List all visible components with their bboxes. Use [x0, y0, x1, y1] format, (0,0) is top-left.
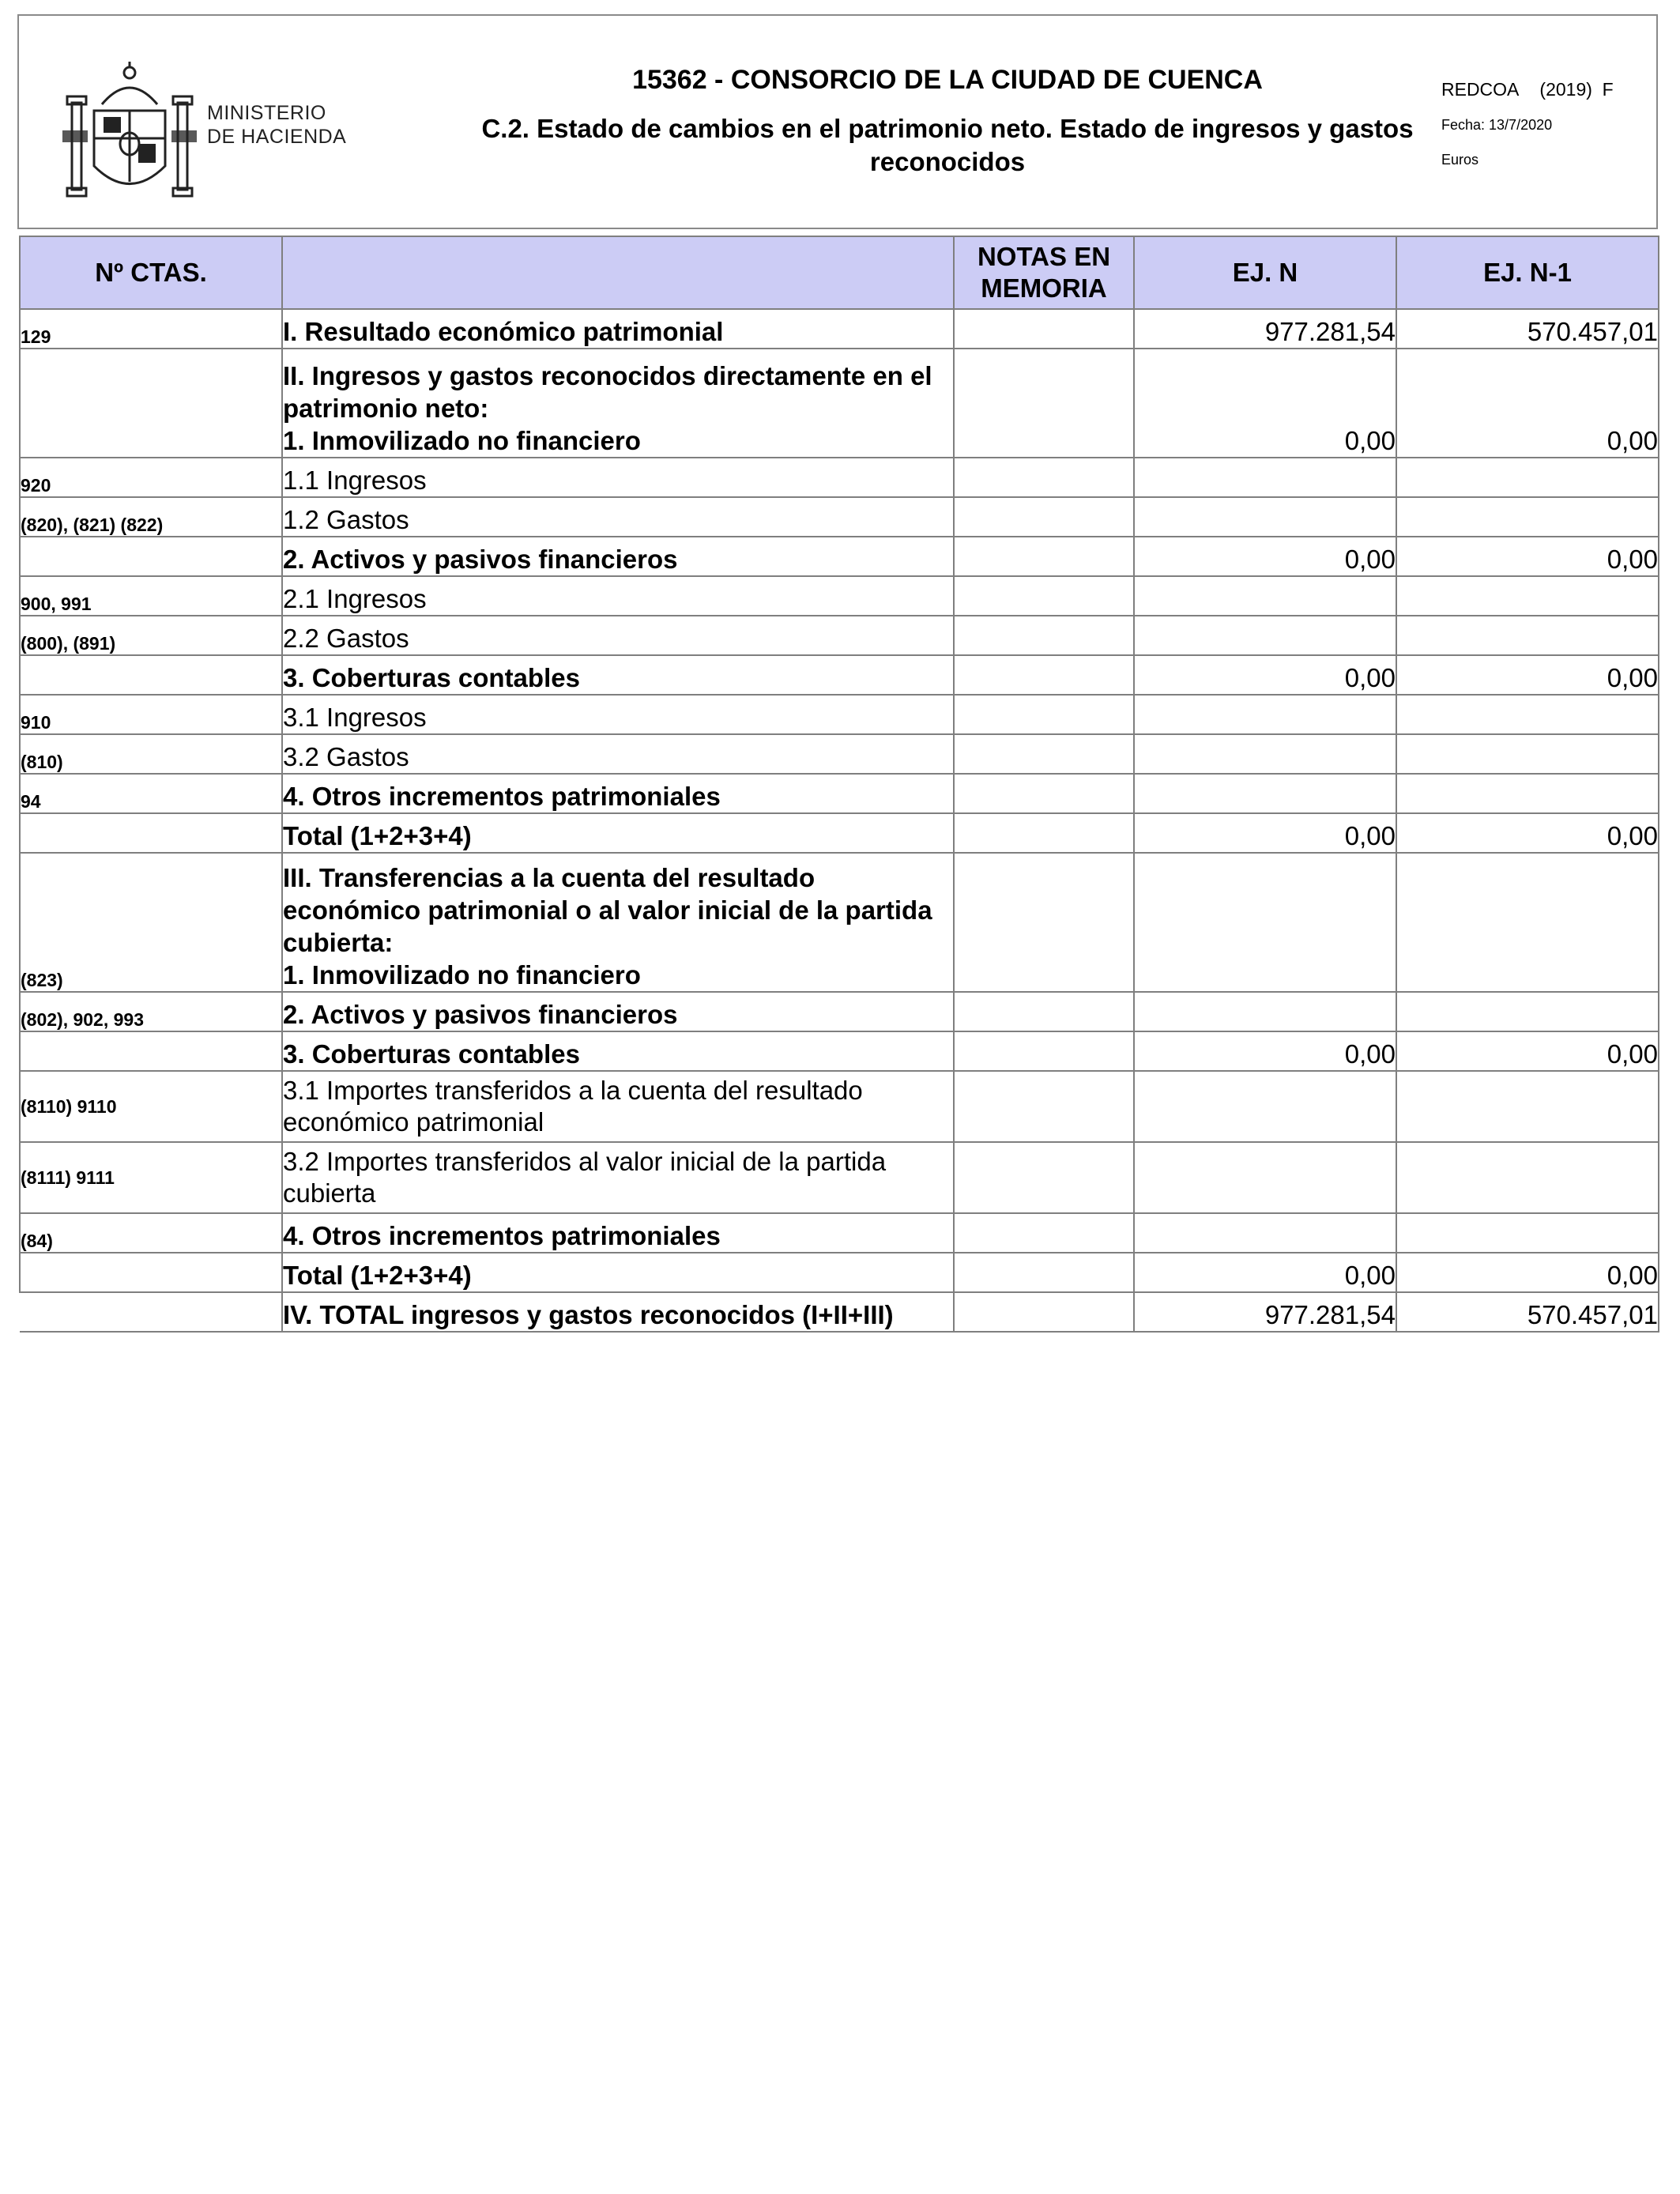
- notes-cell: [954, 349, 1134, 458]
- concept-cell: 1.2 Gastos: [282, 497, 954, 537]
- value-ej-n1: 0,00: [1396, 1253, 1659, 1292]
- notes-cell: [954, 655, 1134, 695]
- concept-cell: I. Resultado económico patrimonial: [282, 309, 954, 349]
- table-row: [20, 1213, 1659, 1253]
- account-codes: [20, 813, 282, 853]
- notes-cell: [954, 992, 1134, 1031]
- value-ej-n: [1134, 695, 1396, 734]
- value-ej-n1: 0,00: [1396, 349, 1659, 458]
- table-row: [20, 655, 1659, 695]
- col-header-notes: NOTAS EN MEMORIA: [954, 236, 1134, 309]
- value-ej-n1: 0,00: [1396, 537, 1659, 576]
- value-ej-n: 977.281,54: [1134, 309, 1396, 349]
- account-codes: (800), (891): [20, 616, 282, 655]
- notes-cell: [954, 458, 1134, 497]
- table-header-row: [20, 236, 1659, 309]
- value-ej-n: [1134, 616, 1396, 655]
- value-ej-n: [1134, 774, 1396, 813]
- table-row: [20, 1142, 1659, 1213]
- entity-title: 15362 - CONSORCIO DE LA CIUDAD DE CUENCA: [632, 65, 1263, 95]
- report-date: Fecha: 13/7/2020: [1441, 117, 1553, 133]
- value-ej-n1: [1396, 774, 1659, 813]
- concept-heading: II. Ingresos y gastos reconocidos directamente en el patrimonio neto:: [283, 361, 932, 423]
- notes-cell: [954, 813, 1134, 853]
- notes-cell: [954, 309, 1134, 349]
- concept-heading: III. Transferencias a la cuenta del resultado económico patrimonial o al valor inicial de la partida cubierta:: [283, 863, 932, 957]
- notes-cell: [954, 734, 1134, 774]
- value-ej-n1: [1396, 992, 1659, 1031]
- table-row: [20, 537, 1659, 576]
- notes-cell: [954, 576, 1134, 616]
- statement-title: C.2. Estado de cambios en el patrimonio neto. Estado de ingresos y gastos reconocidos: [481, 114, 1414, 176]
- account-codes: [20, 1253, 282, 1292]
- value-ej-n: [1134, 1142, 1396, 1213]
- account-codes: 900, 991: [20, 576, 282, 616]
- concept-cell: 2.1 Ingresos: [282, 576, 954, 616]
- col-header-concept: [282, 236, 954, 309]
- account-codes: (84): [20, 1213, 282, 1253]
- table-row: [20, 774, 1659, 813]
- value-ej-n: [1134, 1071, 1396, 1142]
- concept-cell: 3. Coberturas contables: [282, 655, 954, 695]
- concept-cell: [282, 349, 954, 458]
- table-row: [20, 813, 1659, 853]
- value-ej-n: 0,00: [1134, 1253, 1396, 1292]
- account-codes: (8111) 9111: [20, 1142, 282, 1213]
- notes-cell: [954, 1071, 1134, 1142]
- table-row: [20, 576, 1659, 616]
- value-ej-n1: [1396, 734, 1659, 774]
- concept-cell: 2.2 Gastos: [282, 616, 954, 655]
- account-codes: (802), 902, 993: [20, 992, 282, 1031]
- concept-cell: [282, 853, 954, 992]
- notes-cell: [954, 774, 1134, 813]
- concept-cell: 2. Activos y pasivos financieros: [282, 992, 954, 1031]
- notes-cell: [954, 1031, 1134, 1071]
- table-row: [20, 1253, 1659, 1292]
- report-year: (2019): [1539, 79, 1592, 100]
- table-row: [20, 1031, 1659, 1071]
- ministry-line-2: DE HACIENDA: [207, 126, 347, 148]
- concept-cell: IV. TOTAL ingresos y gastos reconocidos (I+II+III): [282, 1292, 954, 1332]
- value-ej-n1: 0,00: [1396, 1031, 1659, 1071]
- value-ej-n1: [1396, 695, 1659, 734]
- value-ej-n: [1134, 853, 1396, 992]
- value-ej-n: [1134, 992, 1396, 1031]
- concept-cell: 3.1 Ingresos: [282, 695, 954, 734]
- value-ej-n: [1134, 576, 1396, 616]
- table-row: [20, 695, 1659, 734]
- table-row: [20, 497, 1659, 537]
- concept-subitem: 1. Inmovilizado no financiero: [283, 426, 641, 455]
- report-code: [1441, 79, 1614, 100]
- concept-cell: 3.2 Importes transferidos al valor inicial de la partida cubierta: [282, 1142, 954, 1213]
- account-codes: (823): [20, 853, 282, 992]
- value-ej-n1: 570.457,01: [1396, 309, 1659, 349]
- ministry-line-1: MINISTERIO: [207, 102, 326, 124]
- account-codes: 910: [20, 695, 282, 734]
- value-ej-n: [1134, 1213, 1396, 1253]
- value-ej-n1: [1396, 1071, 1659, 1142]
- value-ej-n: [1134, 458, 1396, 497]
- table-row: [20, 458, 1659, 497]
- col-header-ej-n: EJ. N: [1134, 236, 1396, 309]
- notes-cell: [954, 497, 1134, 537]
- value-ej-n: 0,00: [1134, 1031, 1396, 1071]
- table-row: [20, 1292, 1659, 1332]
- concept-cell: 4. Otros incrementos patrimoniales: [282, 774, 954, 813]
- concept-cell: 3.1 Importes transferidos a la cuenta del resultado económico patrimonial: [282, 1071, 954, 1142]
- concept-cell: Total (1+2+3+4): [282, 813, 954, 853]
- account-codes: [20, 537, 282, 576]
- table-row: [20, 992, 1659, 1031]
- notes-cell: [954, 537, 1134, 576]
- ministry-name: [207, 101, 346, 149]
- concept-cell: Total (1+2+3+4): [282, 1253, 954, 1292]
- value-ej-n1: [1396, 576, 1659, 616]
- account-codes: 920: [20, 458, 282, 497]
- concept-cell: 2. Activos y pasivos financieros: [282, 537, 954, 576]
- value-ej-n: 977.281,54: [1134, 1292, 1396, 1332]
- account-codes: (820), (821) (822): [20, 497, 282, 537]
- value-ej-n: [1134, 734, 1396, 774]
- report-flag: F: [1602, 79, 1614, 100]
- value-ej-n: 0,00: [1134, 655, 1396, 695]
- table-row: [20, 309, 1659, 349]
- value-ej-n1: 0,00: [1396, 813, 1659, 853]
- notes-cell: [954, 1213, 1134, 1253]
- notes-cell: [954, 1253, 1134, 1292]
- value-ej-n: 0,00: [1134, 349, 1396, 458]
- account-codes: (8110) 9110: [20, 1071, 282, 1142]
- report-code-name: REDCOA: [1441, 79, 1520, 100]
- value-ej-n1: [1396, 1142, 1659, 1213]
- table-row: [20, 349, 1659, 458]
- concept-subitem: 1. Inmovilizado no financiero: [283, 960, 641, 990]
- account-codes: [20, 349, 282, 458]
- value-ej-n1: [1396, 853, 1659, 992]
- col-header-ej-n1: EJ. N-1: [1396, 236, 1659, 309]
- concept-cell: 1.1 Ingresos: [282, 458, 954, 497]
- account-codes: 94: [20, 774, 282, 813]
- notes-cell: [954, 616, 1134, 655]
- account-codes: [20, 655, 282, 695]
- table-row: [20, 734, 1659, 774]
- value-ej-n: 0,00: [1134, 813, 1396, 853]
- notes-cell: [954, 695, 1134, 734]
- notes-cell: [954, 1142, 1134, 1213]
- value-ej-n1: [1396, 616, 1659, 655]
- notes-cell: [954, 853, 1134, 992]
- value-ej-n1: 570.457,01: [1396, 1292, 1659, 1332]
- notes-cell: [954, 1292, 1134, 1332]
- table-row: [20, 616, 1659, 655]
- value-ej-n1: [1396, 497, 1659, 537]
- report-unit: Euros: [1441, 152, 1479, 168]
- table-row: [20, 853, 1659, 992]
- value-ej-n1: [1396, 1213, 1659, 1253]
- col-header-ctas: Nº CTAS.: [20, 236, 282, 309]
- account-codes: (810): [20, 734, 282, 774]
- value-ej-n1: 0,00: [1396, 655, 1659, 695]
- value-ej-n: 0,00: [1134, 537, 1396, 576]
- coat-of-arms-icon: [62, 55, 197, 205]
- table-row: [20, 1071, 1659, 1142]
- value-ej-n1: [1396, 458, 1659, 497]
- account-codes: [20, 1292, 282, 1332]
- report-header: [17, 14, 1658, 229]
- account-codes: 129: [20, 309, 282, 349]
- statement-table: [19, 236, 1659, 1333]
- concept-cell: 3.2 Gastos: [282, 734, 954, 774]
- concept-cell: 3. Coberturas contables: [282, 1031, 954, 1071]
- account-codes: [20, 1031, 282, 1071]
- value-ej-n: [1134, 497, 1396, 537]
- concept-cell: 4. Otros incrementos patrimoniales: [282, 1213, 954, 1253]
